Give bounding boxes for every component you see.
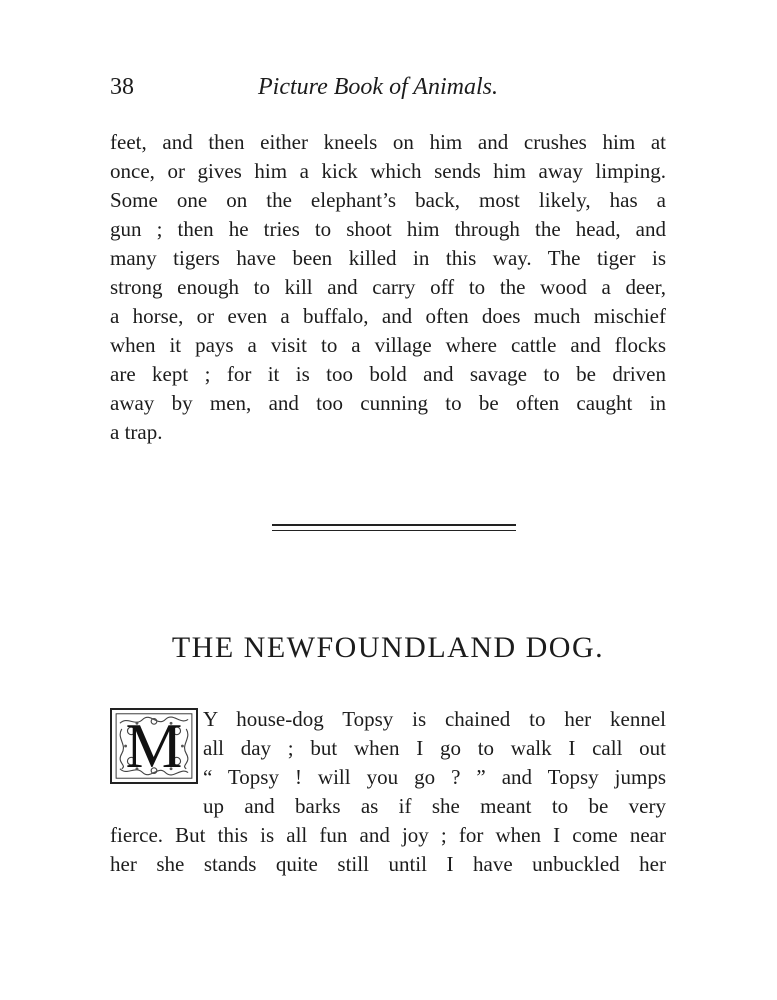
text-line: all day ; but when I go to walk I call out bbox=[203, 736, 666, 760]
section-heading: THE NEWFOUNDLAND DOG. bbox=[171, 631, 605, 664]
text-line: when it pays a visit to a village where cattle and flocks bbox=[110, 333, 666, 357]
text-line: strong enough to kill and carry off to the wood a deer, bbox=[110, 275, 666, 299]
text-line: many tigers have been killed in this way. The tiger is bbox=[110, 246, 666, 270]
text-line: a trap. bbox=[110, 420, 163, 444]
text-line: Some one on the elephant’s back, most likely, has a bbox=[110, 188, 666, 212]
page-number: 38 bbox=[110, 74, 134, 100]
running-head: Picture Book of Animals. bbox=[258, 74, 498, 100]
ornamental-initial bbox=[110, 708, 198, 784]
text-line: “ Topsy ! will you go ? ” and Topsy jumps bbox=[203, 765, 666, 789]
section-divider-thin bbox=[272, 530, 516, 531]
section-divider-thick bbox=[272, 524, 516, 526]
text-line: are kept ; for it is too bold and savage to be driven bbox=[110, 362, 666, 386]
text-line: a horse, or even a buffalo, and often does much mischief bbox=[110, 304, 666, 328]
drop-cap-letter: M bbox=[125, 710, 183, 781]
text-line: once, or gives him a kick which sends him away limping. bbox=[110, 159, 666, 183]
text-line: her she stands quite still until I have unbuckled her bbox=[110, 852, 666, 876]
text-line: away by men, and too cunning to be often caught in bbox=[110, 391, 666, 415]
text-line: up and barks as if she meant to be very bbox=[203, 794, 666, 818]
text-line: Y house-dog Topsy is chained to her kennel bbox=[203, 707, 666, 731]
text-line: gun ; then he tries to shoot him through the head, and bbox=[110, 217, 666, 241]
text-line: fierce. But this is all fun and joy ; for when I come near bbox=[110, 823, 666, 847]
text-line: feet, and then either kneels on him and crushes him at bbox=[110, 130, 666, 154]
